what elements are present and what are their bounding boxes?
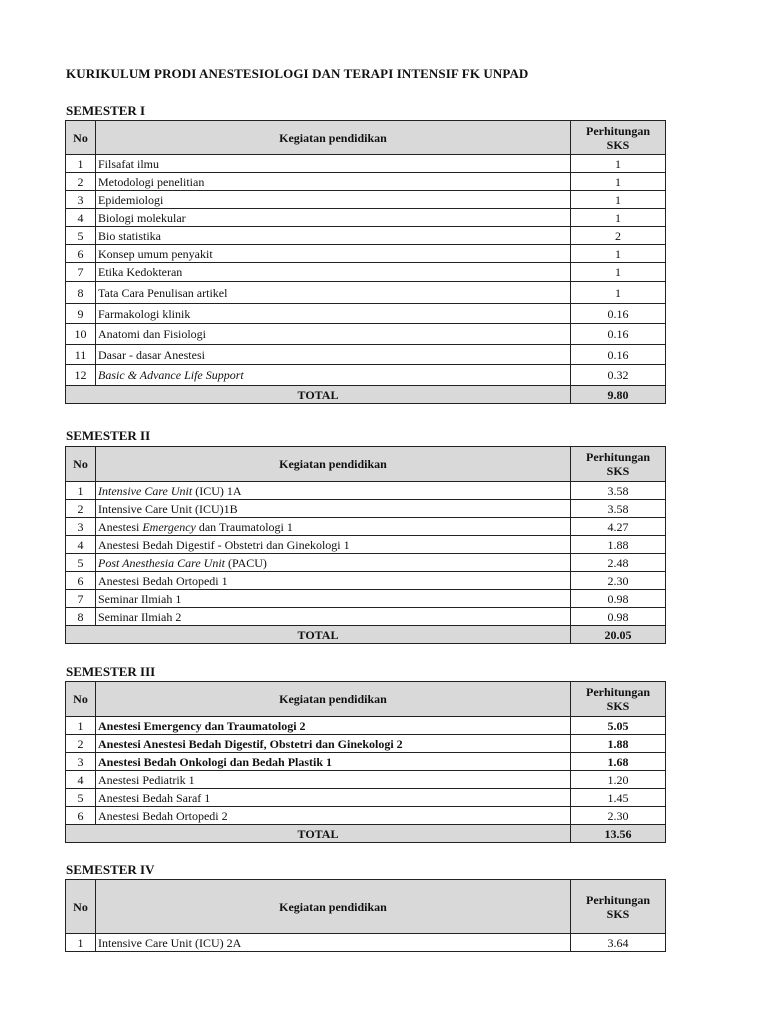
header-no: No: [66, 682, 96, 717]
activity-text: Intensive Care Unit (ICU) 2A: [98, 935, 242, 950]
sks-value: 5.05: [571, 717, 666, 735]
row-number: 9: [66, 304, 96, 324]
header-sks-line2: SKS: [606, 464, 630, 478]
semester-heading: SEMESTER III: [66, 664, 156, 679]
activity-text: Farmakologi klinik: [98, 306, 191, 321]
sks-value: 1: [571, 191, 666, 209]
activity-text: Anestesi Bedah Digestif - Obstetri dan Ginekologi 1: [98, 537, 350, 552]
activity-name: [96, 753, 571, 771]
sks-table: [65, 681, 666, 843]
activity-text: Post Anesthesia Care Unit: [98, 555, 225, 570]
table-row: [66, 482, 666, 500]
sks-value: 1.68: [571, 753, 666, 771]
row-number: 5: [66, 227, 96, 245]
activity-text: Anestesi Bedah Onkologi dan Bedah Plastik 1: [98, 754, 333, 769]
total-label: TOTAL: [66, 386, 571, 404]
activity-text: Anestesi Anestesi Bedah Digestif, Obstetri dan Ginekologi 2: [98, 736, 403, 751]
activity-name: [96, 304, 571, 324]
activity-text: Basic & Advance Life Support: [98, 368, 244, 382]
table-header-row: [66, 880, 666, 934]
header-activity: Kegiatan pendidikan: [96, 682, 571, 717]
table-row: [66, 753, 666, 771]
header-sks: [571, 447, 666, 482]
activity-text: Anestesi Emergency dan Traumatologi 2: [98, 718, 306, 733]
sks-value: 0.16: [571, 324, 666, 345]
sks-value: 0.32: [571, 365, 666, 386]
row-number: 3: [66, 191, 96, 209]
total-row: [66, 386, 666, 404]
header-sks: [571, 682, 666, 717]
sks-value: 3.58: [571, 482, 666, 500]
table-row: [66, 536, 666, 554]
table-row: [66, 324, 666, 345]
activity-name: [96, 608, 571, 626]
row-number: 1: [66, 482, 96, 500]
row-number: 6: [66, 572, 96, 590]
activity-text: Konsep umum penyakit: [98, 246, 213, 261]
activity-text: Tata Cara Penulisan artikel: [98, 285, 228, 300]
sks-value: 1: [571, 282, 666, 304]
activity-name: [96, 173, 571, 191]
table-header-row: [66, 682, 666, 717]
sks-table: [65, 446, 666, 644]
activity-name: [96, 345, 571, 365]
activity-text: Dasar - dasar Anestesi: [98, 347, 205, 362]
row-number: 4: [66, 209, 96, 227]
sks-value: 1: [571, 155, 666, 173]
row-number: 2: [66, 500, 96, 518]
table-row: [66, 572, 666, 590]
sks-table: [65, 879, 666, 952]
table-row: [66, 209, 666, 227]
sks-value: 1.88: [571, 536, 666, 554]
row-number: 1: [66, 155, 96, 173]
row-number: 3: [66, 518, 96, 536]
activity-name: [96, 209, 571, 227]
activity-name: [96, 572, 571, 590]
header-sks-line1: Perhitungan: [585, 892, 650, 907]
header-sks: [571, 880, 666, 934]
sks-value: 1: [571, 173, 666, 191]
header-sks-line2: SKS: [606, 137, 630, 152]
sks-value: 1: [571, 263, 666, 282]
row-number: 10: [66, 324, 96, 345]
table-row: [66, 345, 666, 365]
row-number: 2: [66, 173, 96, 191]
table-row: [66, 789, 666, 807]
header-activity: Kegiatan pendidikan: [96, 447, 571, 482]
activity-text: (ICU) 1A: [192, 483, 242, 498]
row-number: 1: [66, 717, 96, 735]
row-number: 4: [66, 536, 96, 554]
row-number: 8: [66, 608, 96, 626]
row-number: 7: [66, 590, 96, 608]
activity-name: [96, 735, 571, 753]
total-value: 9.80: [571, 386, 666, 404]
sks-value: 4.27: [571, 518, 666, 536]
table-row: [66, 245, 666, 263]
table-row: [66, 263, 666, 282]
activity-name: [96, 789, 571, 807]
table-row: [66, 608, 666, 626]
sks-value: 1: [571, 209, 666, 227]
sks-value: 1.20: [571, 771, 666, 789]
table-row: [66, 365, 666, 386]
document-title: KURIKULUM PRODI ANESTESIOLOGI DAN TERAPI INTENSIF FK UNPAD: [66, 66, 529, 81]
header-sks-line1: Perhitungan: [585, 450, 650, 464]
sks-value: 3.58: [571, 500, 666, 518]
total-label: TOTAL: [66, 626, 571, 644]
header-sks-line2: SKS: [606, 699, 630, 713]
activity-name: [96, 263, 571, 282]
table-row: [66, 807, 666, 825]
row-number: 6: [66, 807, 96, 825]
activity-text: Anestesi: [98, 519, 143, 534]
table-row: [66, 191, 666, 209]
activity-text: dan Traumatologi 1: [195, 519, 293, 534]
header-activity: Kegiatan pendidikan: [96, 880, 571, 934]
activity-name: [96, 554, 571, 572]
activity-text: Filsafat ilmu: [98, 156, 159, 171]
sks-value: 0.16: [571, 345, 666, 365]
row-number: 4: [66, 771, 96, 789]
table-row: [66, 304, 666, 324]
activity-name: [96, 934, 571, 952]
table-row: [66, 155, 666, 173]
activity-name: [96, 324, 571, 345]
activity-name: [96, 155, 571, 173]
row-number: 2: [66, 735, 96, 753]
row-number: 6: [66, 245, 96, 263]
activity-name: [96, 500, 571, 518]
activity-name: [96, 191, 571, 209]
sks-value: 0.16: [571, 304, 666, 324]
total-row: [66, 626, 666, 644]
sks-value: 1.88: [571, 735, 666, 753]
semester-heading: SEMESTER II: [66, 428, 151, 443]
activity-text: Emergency: [142, 519, 196, 534]
activity-text: Epidemiologi: [98, 192, 164, 207]
activity-name: [96, 807, 571, 825]
activity-text: Bio statistika: [98, 228, 161, 243]
table-row: [66, 173, 666, 191]
semester-heading: SEMESTER IV: [66, 862, 155, 877]
sks-value: 1.45: [571, 789, 666, 807]
sks-value: 2.30: [571, 572, 666, 590]
semester-heading: SEMESTER I: [66, 103, 146, 118]
table-row: [66, 500, 666, 518]
row-number: 1: [66, 934, 96, 952]
activity-text: Metodologi penelitian: [98, 174, 205, 189]
activity-name: [96, 771, 571, 789]
header-sks-line2: SKS: [606, 906, 630, 921]
activity-name: [96, 282, 571, 304]
activity-text: Anatomi dan Fisiologi: [98, 327, 206, 341]
table-row: [66, 227, 666, 245]
total-row: [66, 825, 666, 843]
header-no: No: [66, 121, 96, 155]
activity-name: [96, 590, 571, 608]
table-row: [66, 282, 666, 304]
sks-value: 1: [571, 245, 666, 263]
table-row: [66, 554, 666, 572]
activity-text: Intensive Care Unit (ICU)1B: [98, 501, 238, 516]
activity-text: Anestesi Bedah Ortopedi 1: [98, 573, 228, 588]
activity-text: Anestesi Pediatrik 1: [98, 772, 195, 787]
table-row: [66, 518, 666, 536]
row-number: 3: [66, 753, 96, 771]
activity-name: [96, 717, 571, 735]
row-number: 5: [66, 789, 96, 807]
activity-text: Anestesi Bedah Saraf 1: [98, 790, 211, 805]
activity-name: [96, 365, 571, 386]
total-value: 13.56: [571, 825, 666, 843]
total-label: TOTAL: [66, 825, 571, 843]
header-no: No: [66, 880, 96, 934]
activity-name: [96, 227, 571, 245]
activity-text: (PACU): [225, 555, 267, 570]
activity-text: Intensive Care Unit: [98, 483, 193, 498]
sks-value: 2.48: [571, 554, 666, 572]
row-number: 5: [66, 554, 96, 572]
activity-text: Seminar Ilmiah 2: [98, 609, 182, 624]
activity-name: [96, 536, 571, 554]
table-row: [66, 717, 666, 735]
header-sks: [571, 121, 666, 155]
activity-text: Anestesi Bedah Ortopedi 2: [98, 808, 228, 823]
table-row: [66, 771, 666, 789]
table-row: [66, 590, 666, 608]
sks-value: 2.30: [571, 807, 666, 825]
table-header-row: [66, 121, 666, 155]
total-value: 20.05: [571, 626, 666, 644]
header-no: No: [66, 447, 96, 482]
activity-name: [96, 482, 571, 500]
header-sks-line1: Perhitungan: [585, 685, 650, 699]
header-sks-line1: Perhitungan: [585, 123, 650, 138]
activity-text: Seminar Ilmiah 1: [98, 591, 182, 606]
sks-value: 2: [571, 227, 666, 245]
table-row: [66, 735, 666, 753]
activity-text: Etika Kedokteran: [98, 265, 183, 279]
activity-name: [96, 245, 571, 263]
activity-text: Biologi molekular: [98, 210, 186, 225]
header-activity: Kegiatan pendidikan: [96, 121, 571, 155]
sks-value: 0.98: [571, 590, 666, 608]
row-number: 11: [66, 345, 96, 365]
table-row: [66, 934, 666, 952]
row-number: 7: [66, 263, 96, 282]
activity-name: [96, 518, 571, 536]
row-number: 8: [66, 282, 96, 304]
sks-value: 0.98: [571, 608, 666, 626]
sks-value: 3.64: [571, 934, 666, 952]
table-header-row: [66, 447, 666, 482]
row-number: 12: [66, 365, 96, 386]
sks-table: [65, 120, 666, 404]
